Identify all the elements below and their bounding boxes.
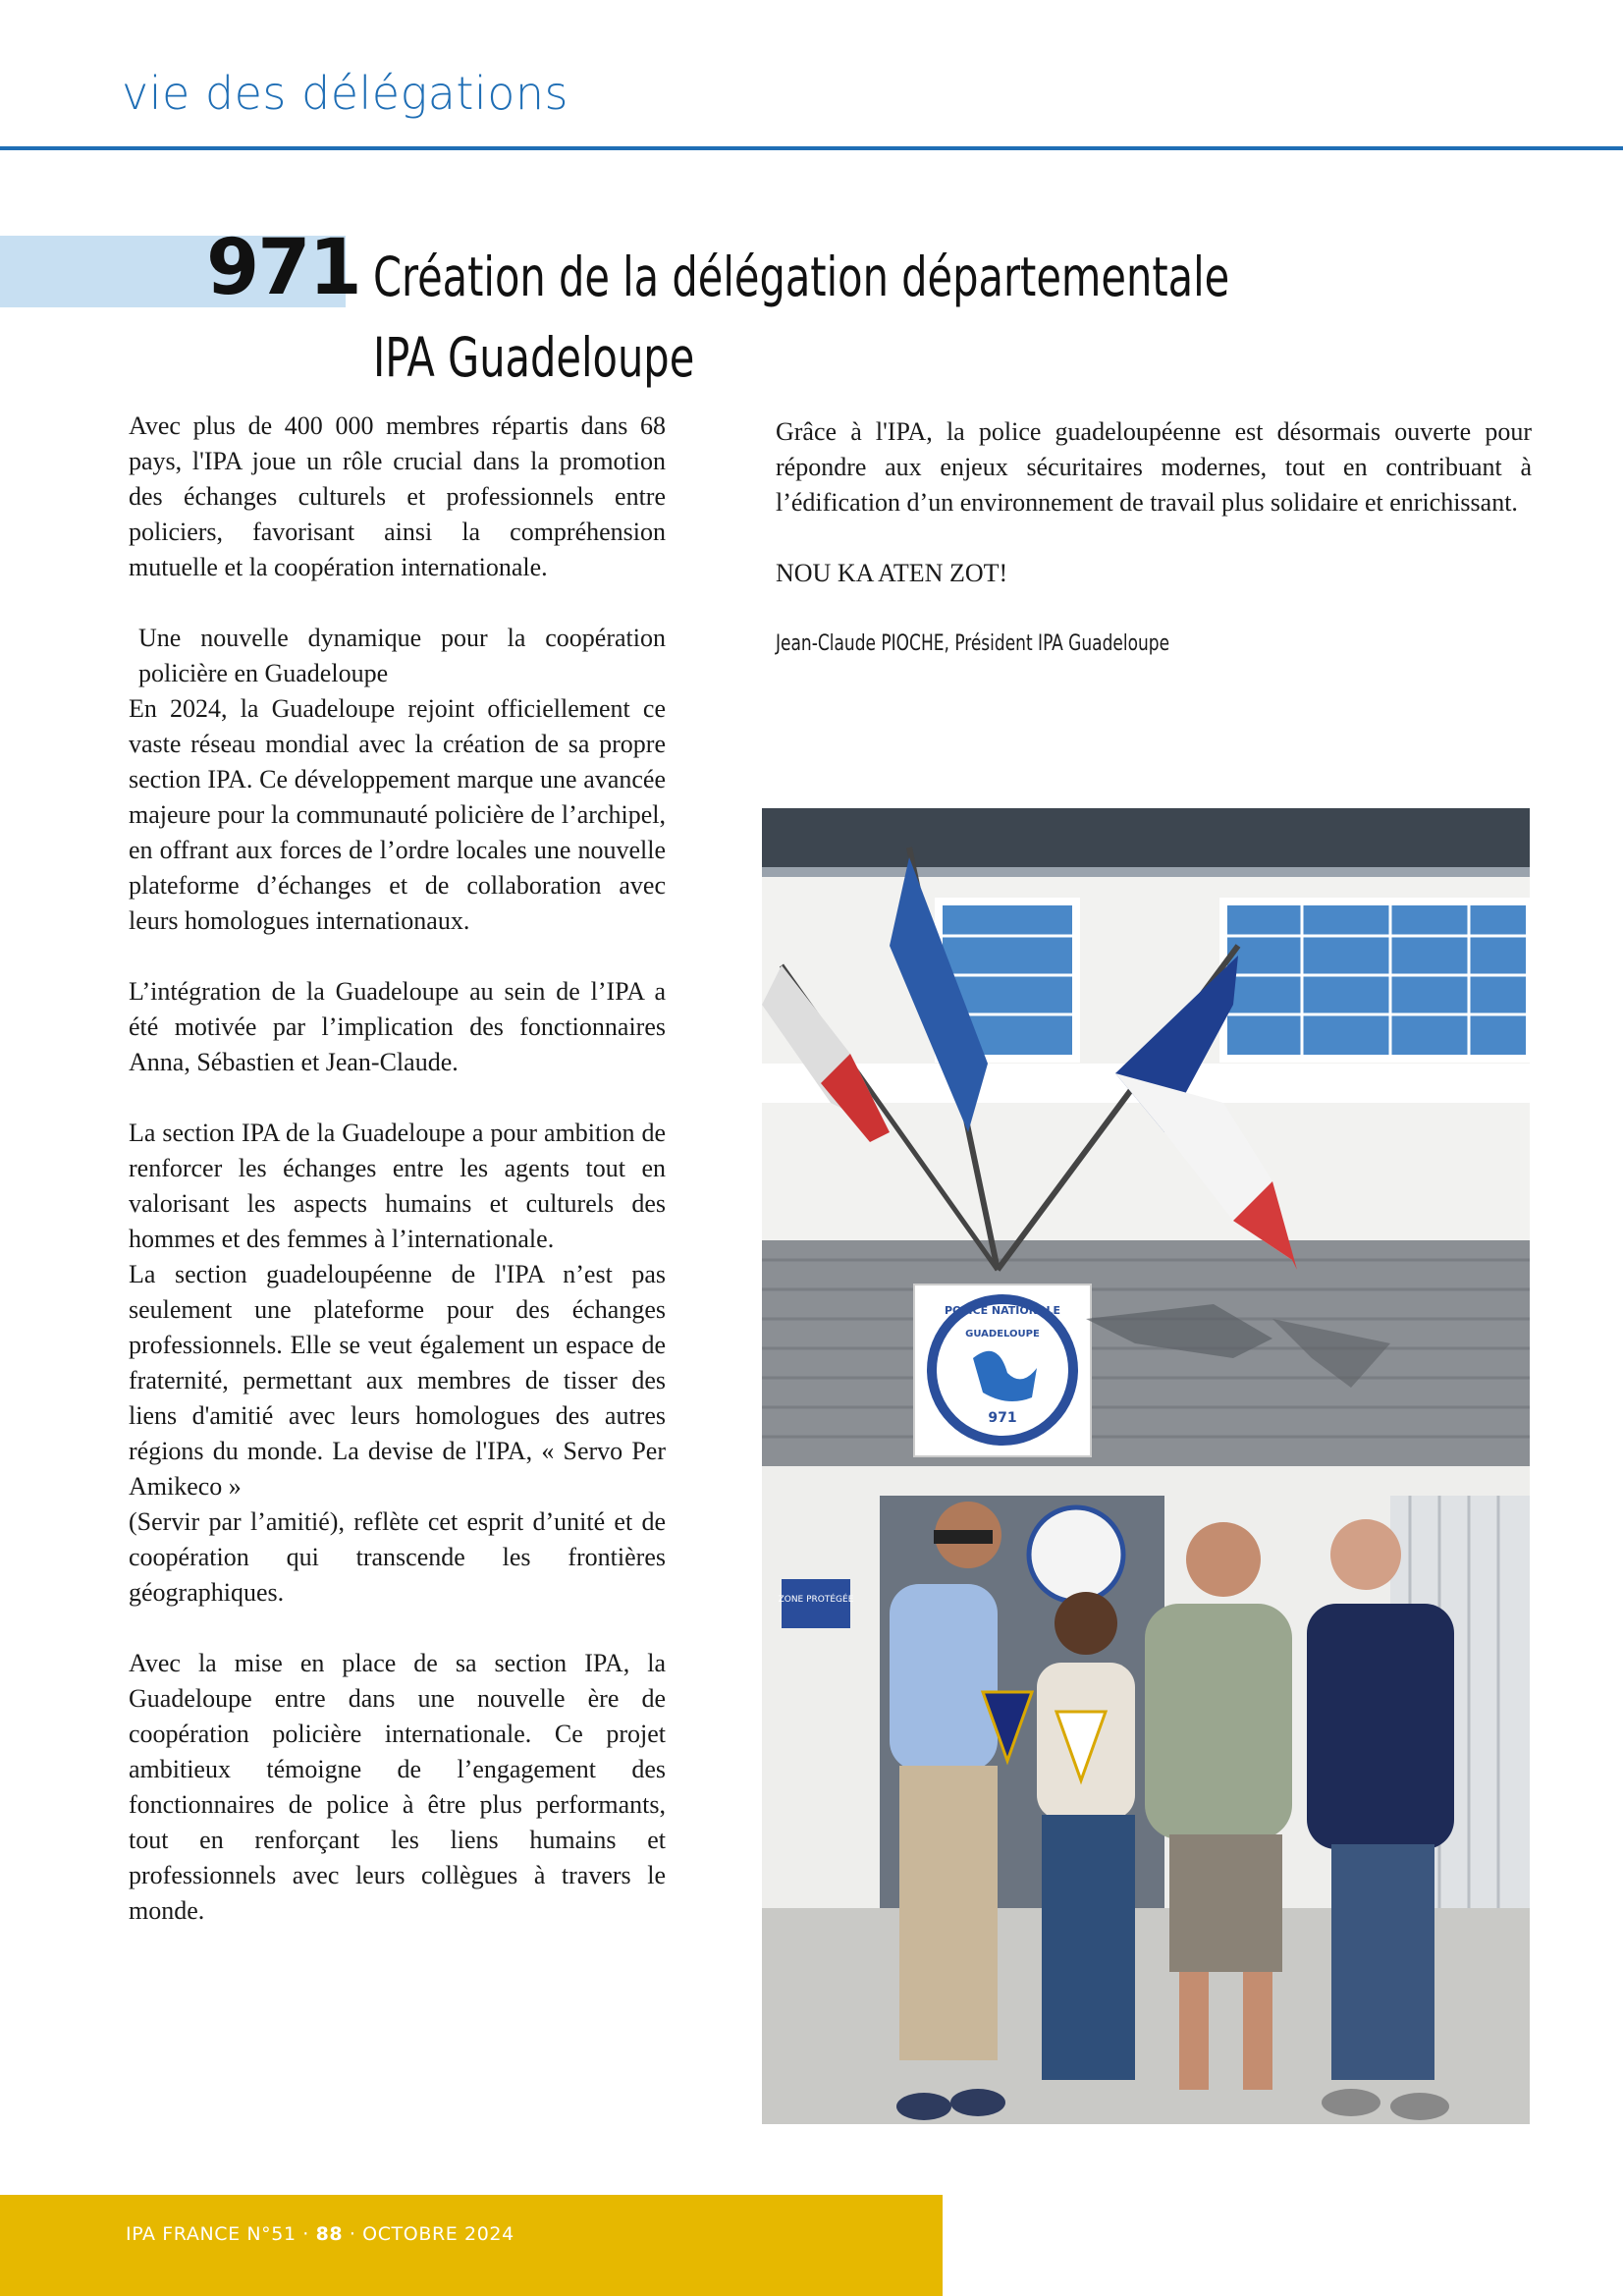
right-column: [776, 414, 1532, 662]
paragraph-integration: L’intégration de la Guadeloupe au sein de l’IPA a été motivée par l’implication des fonctionnaires Anna, Sébastien et Jean-Claude.: [129, 977, 666, 1076]
paragraph-grace: Grâce à l'IPA, la police guadeloupéenne est désormais ouverte pour répondre aux enjeux sécuritaires modernes, tout en contribuant à l’édification d’un environnement de travail plus solidaire et enrichissant.: [776, 417, 1532, 517]
section-label: vie des délégations: [122, 67, 568, 120]
sign-971: 971: [988, 1410, 1017, 1426]
slogan: NOU KA ATEN ZOT!: [776, 559, 1008, 587]
header-rule: [0, 146, 1623, 150]
page-title: [373, 237, 1280, 398]
paragraph-intro: Avec plus de 400 000 membres répartis dans 68 pays, l'IPA joue un rôle crucial dans la promotion des échanges culturels et professionnels entre policiers, favorisant ainsi la compréhension mutuelle et la coopération internationale.: [129, 411, 666, 581]
sign-guadeloupe: GUADELOUPE: [965, 1329, 1040, 1339]
signature: Jean-Claude PIOCHE, Président IPA Guadeloupe: [776, 631, 1170, 656]
left-column: [129, 409, 666, 1964]
zone-protegee-sign: ZONE PROTÉGÉE: [778, 1595, 854, 1605]
paragraph-conclusion: Avec la mise en place de sa section IPA, la Guadeloupe entre dans une nouvelle ère de coopération policière internationale. Ce projet ambitieux témoigne de l’engagement des fonctionnaires de police à être plus performants, tout en renforçant les liens humains et professionnels avec leurs collègues à travers le monde.: [129, 1649, 666, 1925]
title-line-1: Création de la délégation départementale: [373, 246, 1230, 308]
footer-page-number: 88: [315, 2223, 344, 2245]
subheading-dynamique: Une nouvelle dynamique pour la coopération policière en Guadeloupe: [138, 624, 666, 687]
paragraph-2024: En 2024, la Guadeloupe rejoint officiellement ce vaste réseau mondial avec la création de sa propre section IPA. Ce développement marque une avancée majeure pour la communauté policière de l’archipel, en offrant aux forces de l’ordre locales une nouvelle plateforme d’échanges et de collaboration avec leurs homologues internationaux.: [129, 694, 666, 935]
title-line-2: IPA Guadeloupe: [373, 326, 695, 389]
footer-band: [0, 2195, 943, 2296]
paragraph-fraternite: La section guadeloupéenne de l'IPA n’est pas seulement une plateforme pour des échanges professionnels. Elle se veut également un espace de fraternité, permettant aux membres de tisser des liens d'amitié avec leurs homologues des autres régions du monde. La devise de l'IPA, « Servo Per Amikeco »: [129, 1260, 666, 1501]
footer-sep: ·: [343, 2223, 363, 2245]
footer-magazine: IPA FRANCE N°51: [126, 2223, 297, 2245]
footer-sep: ·: [296, 2223, 316, 2245]
footer-date: OCTOBRE 2024: [362, 2223, 514, 2245]
paragraph-devise: (Servir par l’amitié), reflète cet esprit d’unité et de coopération qui transcende les frontières géographiques.: [129, 1507, 666, 1607]
department-number: 971: [206, 224, 360, 312]
sign-police-nationale: POLICE NATIONALE: [945, 1304, 1060, 1317]
group-photo: [762, 808, 1530, 2124]
footer: [126, 2223, 514, 2245]
paragraph-ambition: La section IPA de la Guadeloupe a pour ambition de renforcer les échanges entre les agents tout en valorisant les aspects humains et culturels des hommes et des femmes à l’internationale.: [129, 1119, 666, 1253]
